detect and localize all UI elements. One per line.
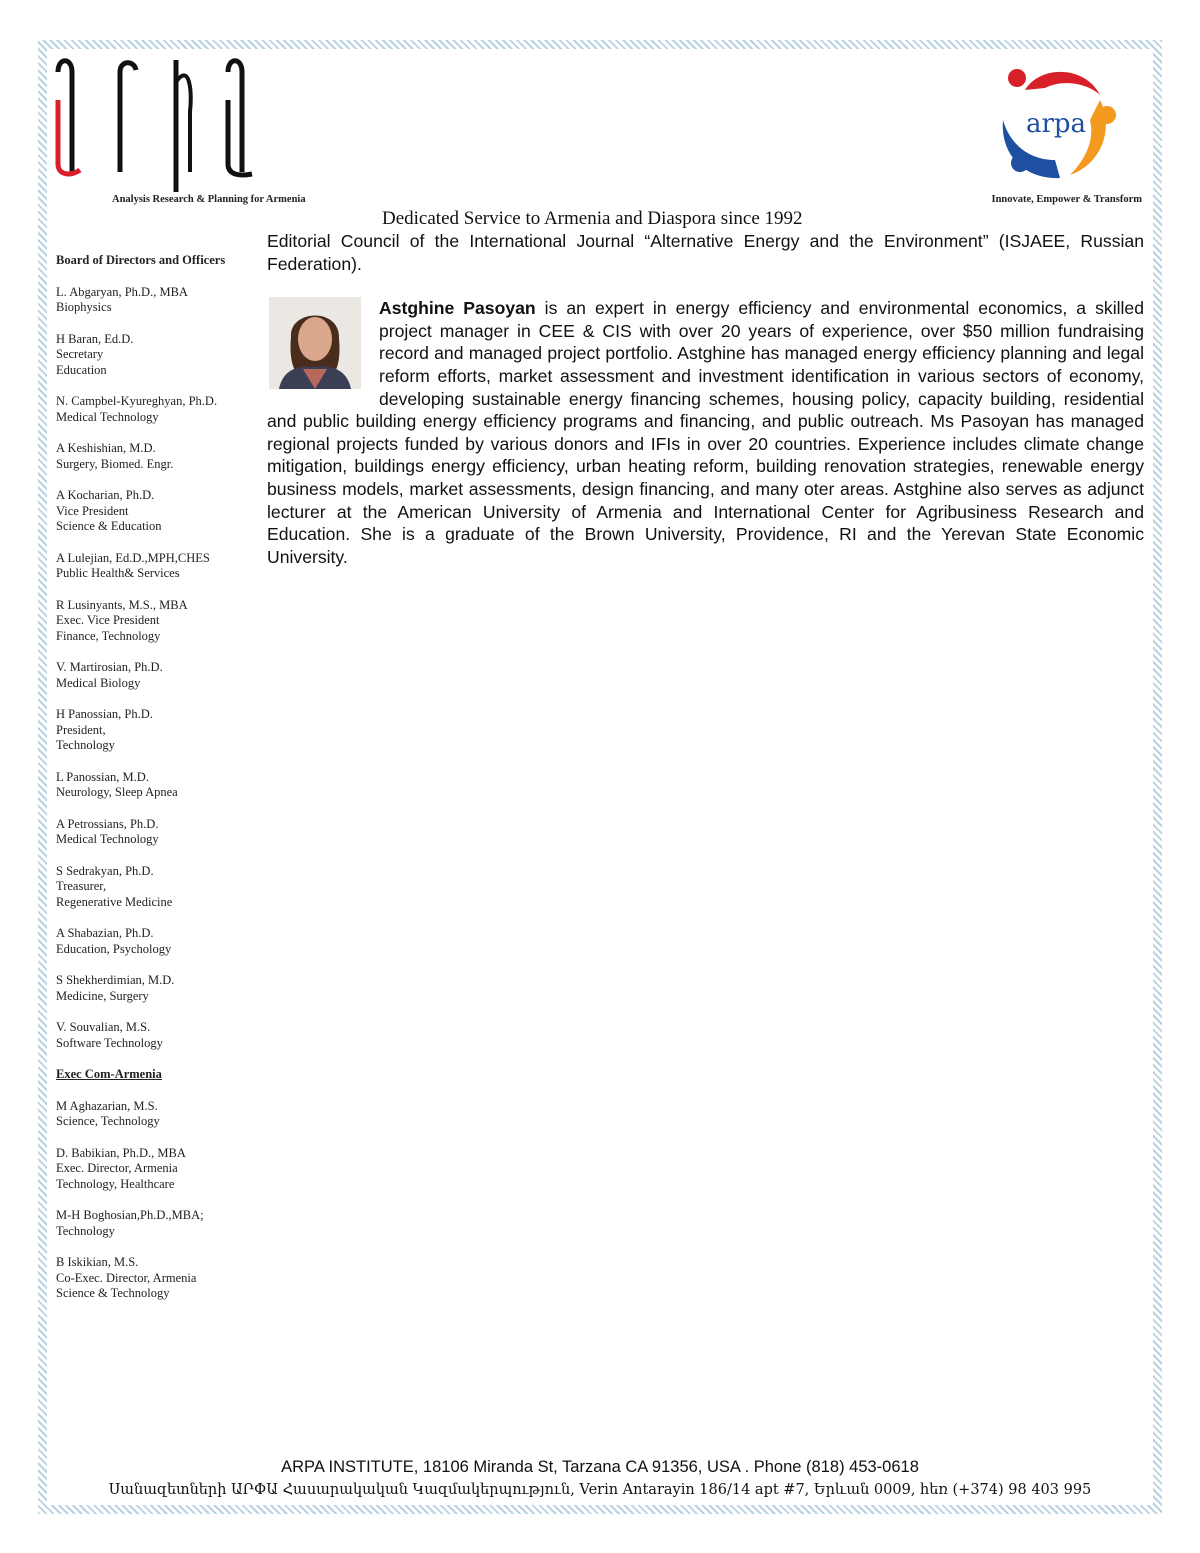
member-role: Technology, Healthcare <box>56 1176 175 1191</box>
bio-text: is an expert in energy efficiency and environmental economics, a skilled project manager in CEE & CIS with over 20 years of experience, over $50 million fundraising record and managed project portfolio. Astghine has managed energy efficiency planning and legal reform efforts, market assessment and investment identification in various sectors of economy, developing sustainable energy financing schemes, housing policy, capacity building, residential and public building energy efficiency programs and financing, and public outreach. Ms Pasoyan has managed regional projects funded by various donors and IFIs in over 20 countries. Experience includes climate change mitigation, buildings energy efficiency, urban heating reform, building renovation strategies, renewable energy business models, market assessments, design financing, and many oter areas. Astghine also serves as adjunct lecturer at the American University of Armenia and International Center for Agribusiness Research and Education. She is a graduate of the Brown University, Providence, RI and the Yerevan State Economic University. <box>267 298 1144 567</box>
member-entry <box>56 1020 256 1051</box>
member-role: Co-Exec. Director, Armenia <box>56 1270 197 1285</box>
member-role: Science & Education <box>56 519 162 533</box>
intro-paragraph: Editorial Council of the International Journal “Alternative Energy and the Environment” (ISJAEE, Russian Federation). <box>267 231 1144 274</box>
member-entry <box>56 551 256 582</box>
member-role: Technology <box>56 738 115 752</box>
board-heading: Board of Directors and Officers <box>56 253 226 267</box>
member-role: Biophysics <box>56 300 112 314</box>
member-name: A Lulejian, Ed.D.,MPH,CHES <box>56 550 210 565</box>
bio-block <box>267 297 1144 568</box>
exec-list <box>56 1099 256 1302</box>
member-entry <box>56 441 256 472</box>
member-role: Regenerative Medicine <box>56 894 173 909</box>
member-name: R Lusinyants, M.S., MBA <box>56 597 188 612</box>
member-role: Science, Technology <box>56 1114 160 1128</box>
member-entry <box>56 1208 256 1239</box>
member-role: Exec. Director, Armenia <box>56 1161 178 1175</box>
main-content <box>267 230 1144 568</box>
member-entry <box>56 770 256 801</box>
member-name: M Aghazarian, M.S. <box>56 1098 158 1113</box>
dedication-line: Dedicated Service to Armenia and Diaspora since 1992 <box>382 208 803 229</box>
footer-address-armenia: Սանազետների ԱՐՓԱ Հասարակական Կազմակերպություն, Verin Antarayin 186/14 apt #7, Երևան 0009, հեռ (+374) 98 403 995 <box>108 1482 1092 1498</box>
bio-paragraph <box>267 297 1144 568</box>
member-name: N. Campbel-Kyureghyan, Ph.D. <box>56 394 218 408</box>
member-name: H Panossian, Ph.D. <box>56 707 153 721</box>
portrait-photo <box>269 297 361 389</box>
member-role: Education, Psychology <box>56 941 172 956</box>
member-entry <box>56 1099 256 1130</box>
member-entry <box>56 285 256 316</box>
member-name: S Sedrakyan, Ph.D. <box>56 863 154 878</box>
member-entry <box>56 660 256 691</box>
member-entry <box>56 394 256 425</box>
member-role: Science & Technology <box>56 1286 170 1300</box>
member-entry <box>56 817 256 848</box>
member-entry <box>56 1255 256 1302</box>
member-role: Medicine, Surgery <box>56 988 149 1003</box>
arpa-letter-logo <box>50 52 265 197</box>
member-entry <box>56 488 256 535</box>
footer-address-us: ARPA INSTITUTE, 18106 Miranda St, Tarzana CA 91356, USA . Phone (818) 453-0618 <box>281 1458 919 1476</box>
right-tagline: Innovate, Empower & Transform <box>991 194 1142 205</box>
svg-text:arpa: arpa <box>1025 109 1087 139</box>
bio-name: Astghine Pasoyan <box>379 298 536 319</box>
member-name: M-H Boghosian,Ph.D.,MBA; <box>56 1208 204 1222</box>
member-entry <box>56 1146 256 1193</box>
member-role: Finance, Technology <box>56 628 161 643</box>
member-role: Surgery, Biomed. Engr. <box>56 456 174 471</box>
member-name: V. Martirosian, Ph.D. <box>56 660 163 674</box>
member-role: Secretary <box>56 347 104 361</box>
member-role: Technology <box>56 1223 115 1238</box>
member-entry <box>56 332 256 379</box>
member-name: V. Souvalian, M.S. <box>56 1020 151 1034</box>
member-name: L. Abgaryan, Ph.D., MBA <box>56 284 188 299</box>
left-tagline: Analysis Research & Planning for Armenia <box>112 194 306 205</box>
member-role: Treasurer, <box>56 879 107 893</box>
member-entry <box>56 598 256 645</box>
member-entry <box>56 707 256 754</box>
member-name: A Kocharian, Ph.D. <box>56 488 155 502</box>
member-role: President, <box>56 722 106 737</box>
member-name: H Baran, Ed.D. <box>56 331 134 346</box>
member-role: Medical Technology <box>56 409 159 424</box>
member-name: S Shekherdimian, M.D. <box>56 973 175 987</box>
member-role: Vice President <box>56 503 129 518</box>
member-role: Exec. Vice President <box>56 613 160 627</box>
member-entry <box>56 864 256 911</box>
member-role: Medical Biology <box>56 675 141 690</box>
member-name: D. Babikian, Ph.D., MBA <box>56 1145 186 1160</box>
member-entry <box>56 926 256 957</box>
member-role: Neurology, Sleep Apnea <box>56 785 178 799</box>
board-list <box>56 285 256 1052</box>
member-entry <box>56 973 256 1004</box>
member-name: A Shabazian, Ph.D. <box>56 926 154 940</box>
board-sidebar <box>56 253 256 1318</box>
member-role: Public Health& Services <box>56 566 180 580</box>
member-name: A Petrossians, Ph.D. <box>56 816 159 831</box>
member-name: A Keshishian, M.D. <box>56 441 156 455</box>
member-role: Medical Technology <box>56 832 159 846</box>
exec-heading: Exec Com-Armenia <box>56 1067 162 1081</box>
arpa-circle-logo <box>995 60 1117 182</box>
member-name: B Iskikian, M.S. <box>56 1255 139 1269</box>
member-role: Software Technology <box>56 1035 163 1050</box>
member-name: L Panossian, M.D. <box>56 769 149 784</box>
member-role: Education <box>56 362 107 377</box>
